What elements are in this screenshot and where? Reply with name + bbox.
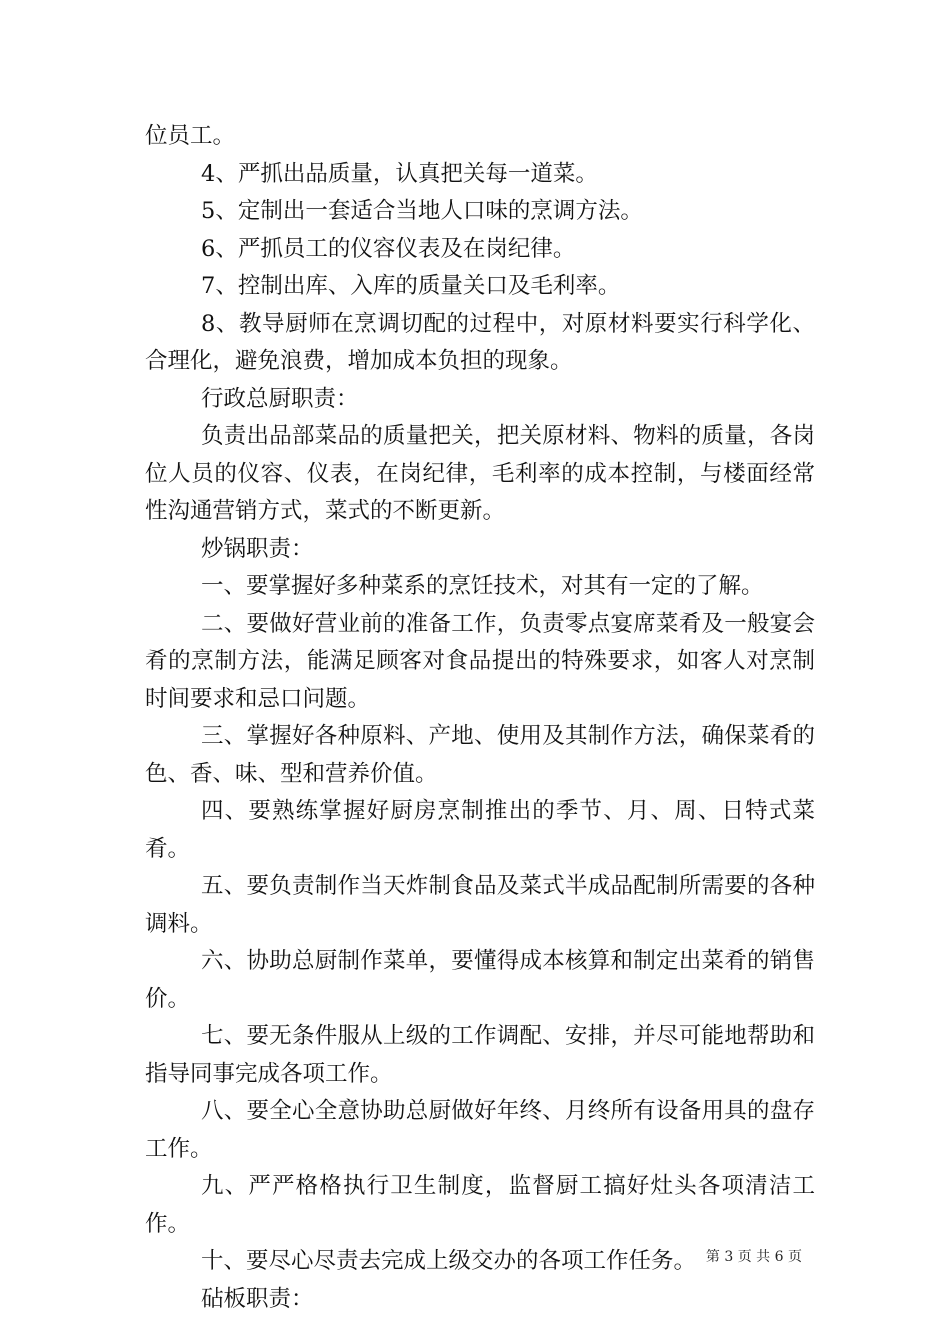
wok-duty-9: 九、严严格格执行卫生制度，监督厨工搞好灶头各项清洁工作。: [145, 1173, 815, 1237]
duty-item-4: 4、严抓出品质量，认真把关每一道菜。: [201, 160, 598, 187]
executive-chef-description: 负责出品部菜品的质量把关，把关原材料、物料的质量，各岗位人员的仪容、仪表，在岗纪律，毛利率的成本控制，与楼面经常性沟通营销方式，菜式的不断更新。: [145, 423, 815, 524]
duty-item-8: 8、教导厨师在烹调切配的过程中，对原材料要实行科学化、合理化，避免浪费，增加成本负担的现象。: [145, 310, 815, 374]
wok-duty-5: 五、要负责制作当天炸制食品及菜式半成品配制所需要的各种调料。: [145, 873, 815, 937]
wok-duty-1: 一、要掌握好多种菜系的烹饪技术，对其有一定的了解。: [201, 573, 764, 599]
wok-duty-3: 三、掌握好各种原料、产地、使用及其制作方法，确保菜肴的色、香、味、型和营养价值。: [145, 723, 815, 787]
wok-duty-2: 二、要做好营业前的准备工作，负责零点宴席菜肴及一般宴会肴的烹制方法，能满足顾客对食品提出的特殊要求，如客人对烹制时间要求和忌口问题。: [145, 610, 815, 712]
wok-duty-8: 八、要全心全意协助总厨做好年终、月终所有设备用具的盘存工作。: [145, 1098, 815, 1162]
wok-duty-4: 四、要熟练掌握好厨房烹制推出的季节、月、周、日特式菜肴。: [145, 798, 815, 862]
duty-item-7: 7、控制出库、入库的质量关口及毛利率。: [201, 273, 621, 299]
section-heading-executive-chef: 行政总厨职责：: [201, 385, 359, 412]
duty-item-5: 5、定制出一套适合当地人口味的烹调方法。: [201, 198, 643, 224]
wok-duty-7: 七、要无条件服从上级的工作调配、安排，并尽可能地帮助和指导同事完成各项工作。: [145, 1023, 815, 1087]
duty-item-6: 6、严抓员工的仪容仪表及在岗纪律。: [201, 235, 576, 262]
wok-duty-6: 六、协助总厨制作菜单，要懂得成本核算和制定出菜肴的销售价。: [145, 948, 815, 1012]
section-heading-cutting-board: 砧板职责：: [201, 1285, 314, 1312]
paragraph-continuation: 位员工。: [145, 123, 236, 149]
wok-duty-10: 十、要尽心尽责去完成上级交办的各项工作任务。: [201, 1248, 697, 1274]
page-number: 第 3 页 共 6 页: [705, 1249, 802, 1265]
document-body: [145, 118, 815, 1318]
section-heading-wok: 炒锅职责：: [201, 535, 314, 562]
